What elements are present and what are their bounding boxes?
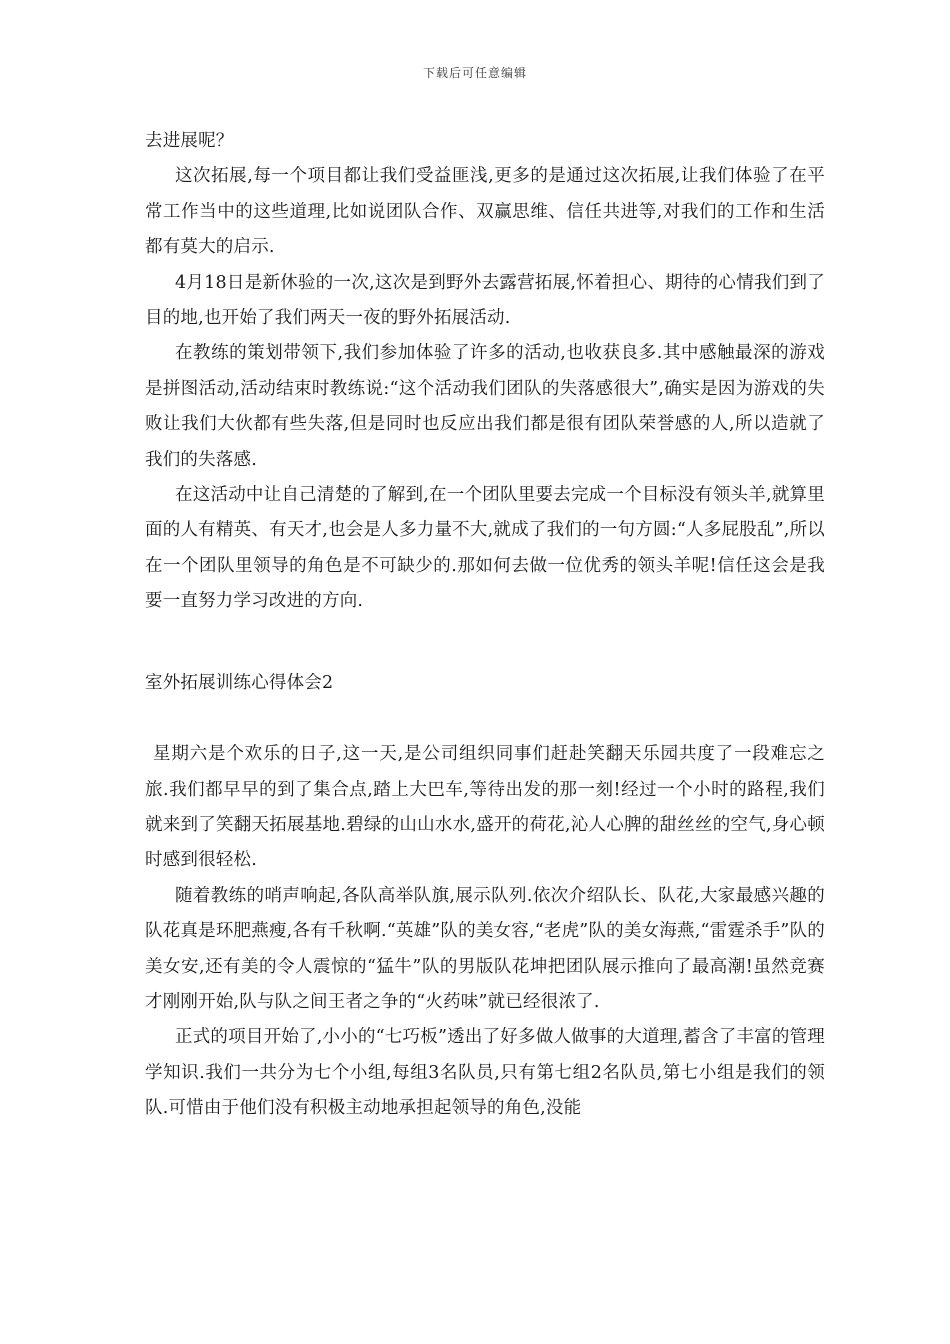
spacer: [145, 620, 825, 666]
paragraph: 星期六是个欢乐的日子,这一天,是公司组织同事们赶赴笑翻天乐园共度了一段难忘之旅.我们都早早的到了集合点,踏上大巴车,等待出发的那一刻!经过一个小时的路程,我们就来到了笑翻天拓展基地.碧绿的山山水水,盛开的荷花,沁人心脾的甜丝丝的空气,身心顿时感到很轻松.: [145, 744, 825, 871]
page-header: 下载后可任意编辑: [422, 66, 527, 80]
paragraph: 这次拓展,每一个项目都让我们受益匪浅,更多的是通过这次拓展,让我们体验了在平常工作当中的这些道理,比如说团队合作、双赢思维、信任共进等,对我们的工作和生活都有莫大的启示.: [145, 166, 825, 258]
paragraph: 正式的项目开始了,小小的“七巧板”透出了好多做人做事的大道理,蓄含了丰富的管理学知识.我们一共分为七个小组,每组3名队员,只有第七组2名队员,第七小组是我们的领队.可惜由于他们没有积极主动地承担起领导的角色,没能: [145, 1027, 825, 1119]
paragraph: 在这活动中让自己清楚的了解到,在一个团队里要去完成一个目标没有领头羊,就算里面的人有精英、有天才,也会是人多力量不大,就成了我们的一句方圆:“人多屁股乱”,所以在一个团队里领导的角色是不可缺少的.那如何去做一位优秀的领头羊呢!信任这会是我要一直努力学习改进的方向.: [145, 485, 825, 612]
paragraph: 去进展呢？: [145, 131, 234, 151]
document-body: [145, 124, 825, 1127]
paragraph: 随着教练的哨声响起,各队高举队旗,展示队列.依次介绍队长、队花,大家最感兴趣的队花真是环肥燕瘦,各有千秋啊.“英雄”队的美女容,“老虎”队的美女海燕,“雷霆杀手”队的美女安,还有美的令人震惊的“猛牛”队的男版队花坤把团队展示推向了最高潮!虽然竞赛才刚刚开始,队与队之间王者之争的“火药味”就已经很浓了.: [145, 885, 825, 1012]
paragraph: 在教练的策划带领下,我们参加体验了许多的活动,也收获良多.其中感触最深的游戏是拼图活动,活动结束时教练说:“这个活动我们团队的失落感很大”,确实是因为游戏的失败让我们大伙都有些失落,但是同时也反应出我们都是很有团队荣誉感的人,所以造就了我们的失落感.: [145, 343, 825, 470]
section-title: 室外拓展训练心得体会2: [145, 672, 334, 693]
paragraph: 4月18日是新休验的一次,这次是到野外去露营拓展,怀着担心、期待的心情我们到了目的地,也开始了我们两天一夜的野外拓展活动.: [145, 272, 825, 329]
spacer: [145, 701, 825, 737]
